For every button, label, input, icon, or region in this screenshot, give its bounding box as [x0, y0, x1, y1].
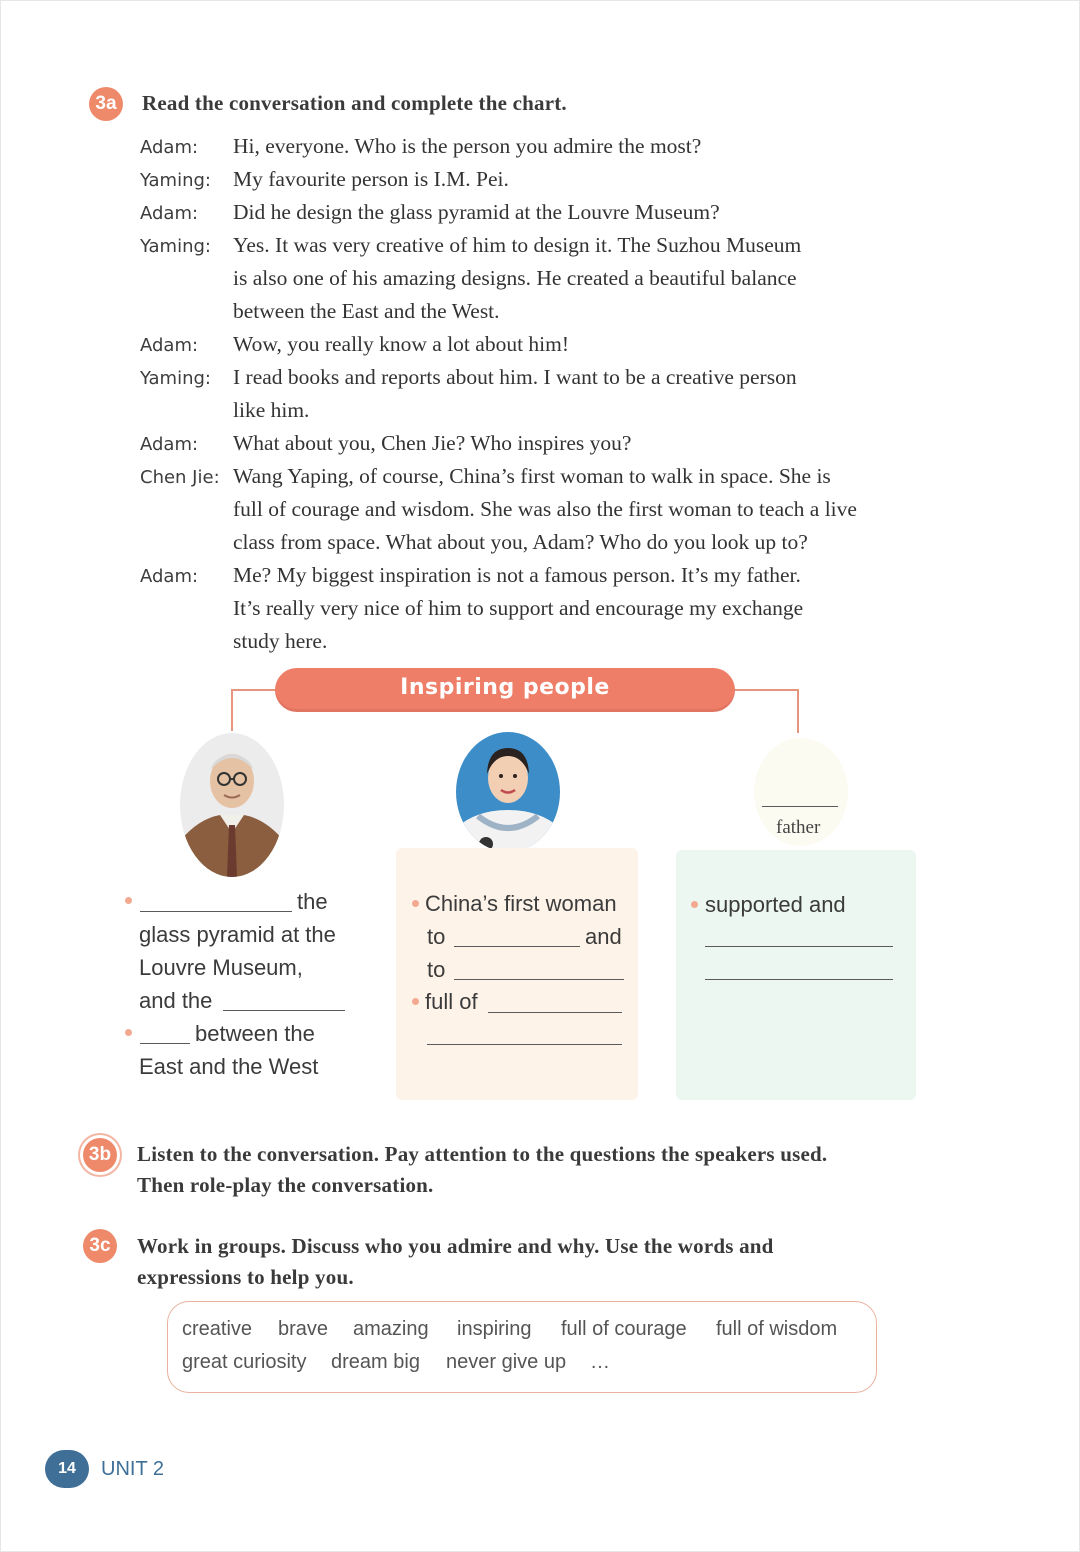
- connector-right-horizontal: [733, 689, 799, 691]
- dialogue-line: Yes. It was very creative of him to design it. The Suzhou Museum: [233, 233, 802, 257]
- card-text: and: [585, 924, 622, 949]
- card-text: China’s first woman: [425, 891, 617, 916]
- badge-3b-listening-icon: 3b: [83, 1138, 117, 1172]
- portrait-im-pei: [180, 733, 284, 877]
- portrait-wang-yaping: [456, 732, 560, 852]
- answer-blank[interactable]: [705, 979, 893, 980]
- speaker-label: Yaming:: [140, 236, 211, 257]
- word-item: never give up: [446, 1351, 567, 1373]
- word-item: brave: [278, 1318, 329, 1340]
- speaker-label: Adam:: [140, 566, 199, 587]
- card-text: the: [297, 889, 328, 914]
- speaker-label: Adam:: [140, 203, 199, 224]
- word-item: great curiosity: [182, 1351, 307, 1373]
- dialogue-line: Wow, you really know a lot about him!: [233, 332, 570, 356]
- bullet-icon: [125, 1029, 132, 1036]
- speaker-label: Yaming:: [140, 368, 211, 389]
- instruction-3c-line2: expressions to help you.: [137, 1265, 354, 1289]
- dialogue-line: Me? My biggest inspiration is not a famous person. It’s my father.: [233, 563, 801, 587]
- connector-left-vertical: [231, 689, 233, 731]
- badge-3a: 3a: [89, 87, 123, 121]
- dialogue-line: is also one of his amazing designs. He created a beautiful balance: [233, 266, 797, 290]
- bullet-icon: [125, 897, 132, 904]
- card-text: between the: [195, 1021, 315, 1046]
- word-bank: [167, 1301, 877, 1393]
- instruction-3b-line1: Listen to the conversation. Pay attention to the questions the speakers used.: [137, 1142, 828, 1166]
- answer-blank[interactable]: [488, 1012, 622, 1013]
- card-text: to: [427, 957, 446, 982]
- word-item: creative: [182, 1318, 253, 1340]
- speaker-label: Adam:: [140, 137, 199, 158]
- word-item: full of wisdom: [716, 1318, 838, 1340]
- card-text: and the: [139, 988, 213, 1013]
- connector-right-vertical: [797, 689, 799, 733]
- connector-left-horizontal: [231, 689, 277, 691]
- answer-blank[interactable]: [140, 1043, 190, 1044]
- speaker-label: Yaming:: [140, 170, 211, 191]
- dialogue-line: like him.: [233, 398, 310, 422]
- card-text: Louvre Museum,: [139, 955, 303, 980]
- portrait-im-pei-image: [180, 733, 284, 877]
- card-text: East and the West: [139, 1054, 319, 1079]
- answer-blank[interactable]: [427, 1044, 622, 1045]
- answer-blank[interactable]: [223, 1010, 345, 1011]
- word-item: …: [590, 1351, 610, 1373]
- bullet-icon: [691, 901, 698, 908]
- answer-blank[interactable]: [705, 946, 893, 947]
- speaker-label: Adam:: [140, 434, 199, 455]
- answer-blank[interactable]: [140, 911, 292, 912]
- word-item: dream big: [331, 1351, 420, 1373]
- card-wang-yaping: [396, 848, 638, 1100]
- card-text: full of: [425, 989, 478, 1014]
- portrait-wang-yaping-image: [456, 732, 560, 852]
- father-label: father: [776, 817, 821, 838]
- speaker-label: Adam:: [140, 335, 199, 356]
- word-item: inspiring: [457, 1318, 532, 1340]
- dialogue-line: full of courage and wisdom. She was also the first woman to teach a live: [233, 497, 857, 521]
- card-text: glass pyramid at the: [139, 922, 336, 947]
- dialogue-line: I read books and reports about him. I want to be a creative person: [233, 365, 797, 389]
- dialogue-line: What about you, Chen Jie? Who inspires you?: [233, 431, 632, 455]
- dialogue-line: between the East and the West.: [233, 299, 500, 323]
- dialogue-line: My favourite person is I.M. Pei.: [233, 167, 509, 191]
- speaker-label: Chen Jie:: [140, 467, 220, 488]
- dialogue-line: Did he design the glass pyramid at the Louvre Museum?: [233, 200, 720, 224]
- instruction-3a: Read the conversation and complete the chart.: [142, 91, 567, 115]
- dialogue-line: study here.: [233, 629, 328, 653]
- dialogue-line: class from space. What about you, Adam? Who do you look up to?: [233, 530, 808, 554]
- chart-title: Inspiring people: [400, 675, 610, 700]
- instruction-3b-line2: Then role-play the conversation.: [137, 1173, 434, 1197]
- word-item: amazing: [353, 1318, 429, 1340]
- bullet-icon: [412, 900, 419, 907]
- dialogue-line: It’s really very nice of him to support and encourage my exchange: [233, 596, 804, 620]
- father-name-blank[interactable]: [762, 806, 838, 807]
- word-item: full of courage: [561, 1318, 687, 1340]
- bullet-icon: [412, 998, 419, 1005]
- badge-3c: 3c: [83, 1229, 117, 1263]
- dialogue-line: Hi, everyone. Who is the person you admire the most?: [233, 134, 702, 158]
- unit-label: UNIT 2: [101, 1458, 164, 1480]
- card-text: supported and: [705, 892, 846, 917]
- card-father: [676, 850, 916, 1100]
- card-im-pei: [118, 880, 358, 1090]
- answer-blank[interactable]: [454, 979, 624, 980]
- answer-blank[interactable]: [454, 946, 580, 947]
- page-number: 14: [45, 1450, 89, 1488]
- instruction-3c-line1: Work in groups. Discuss who you admire and why. Use the words and: [137, 1234, 774, 1258]
- card-text: to: [427, 924, 446, 949]
- dialogue-line: Wang Yaping, of course, China’s first woman to walk in space. She is: [233, 464, 831, 488]
